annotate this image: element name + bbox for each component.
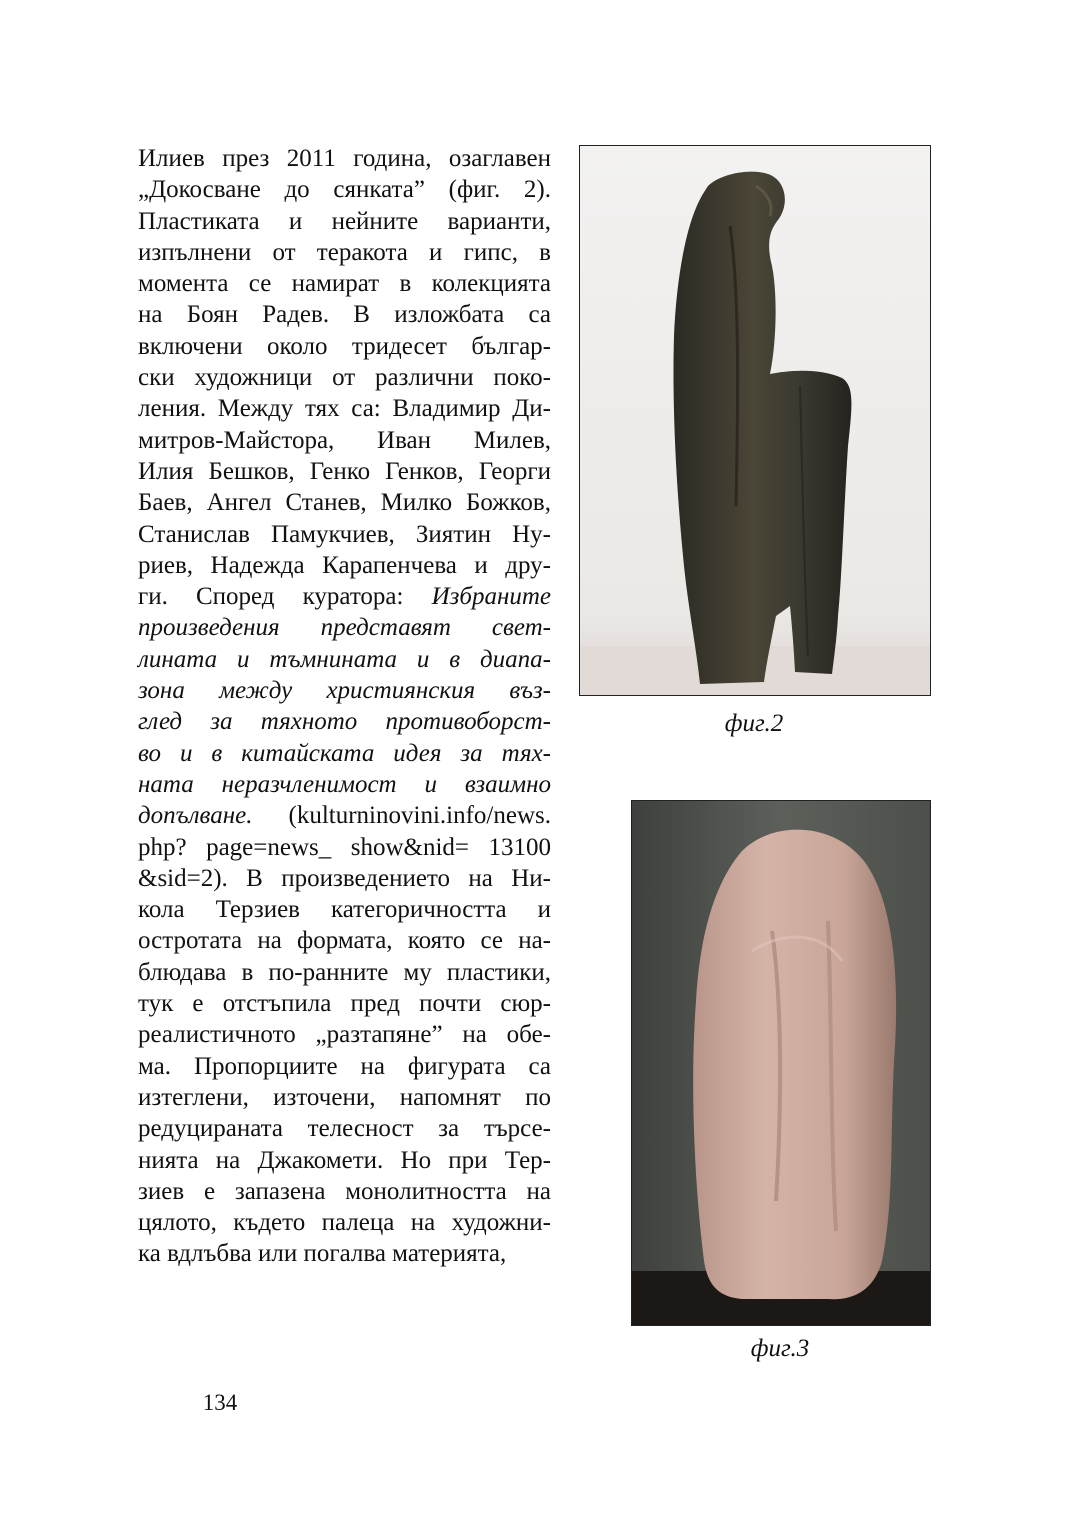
text-line (138, 268, 551, 299)
quote-text-segment: лината и тъмнината и в диапа- (138, 645, 551, 673)
text-line (138, 800, 551, 831)
text-line (138, 644, 551, 675)
text-line (138, 612, 551, 643)
text-segment: php? page=news_ show&nid= 13100 (138, 833, 551, 861)
text-line (138, 957, 551, 988)
text-segment: зиев е запазена монолитността на (138, 1177, 551, 1205)
text-line (138, 1238, 551, 1269)
quote-text-segment: Избраните (431, 583, 551, 611)
text-segment: Баев, Ангел Станев, Милко Божков, (138, 489, 551, 517)
text-line (138, 1019, 551, 1050)
text-line (138, 675, 551, 706)
text-line (138, 706, 551, 737)
text-segment: &sid=2). В произведението на Ни- (138, 864, 551, 892)
text-segment: нията на Джакомети. Но при Тер- (138, 1146, 551, 1174)
figure-2-sculpture-photo (579, 145, 931, 696)
page-number: 134 (202, 1390, 238, 1415)
text-line (138, 988, 551, 1019)
text-line (138, 863, 551, 894)
text-segment: Илиев през 2011 година, озаглавен (138, 145, 551, 172)
text-line (138, 1051, 551, 1082)
quote-text-segment: допълване. (138, 802, 253, 830)
text-line (138, 1145, 551, 1176)
text-segment: ления. Между тях са: Владимир Ди- (138, 395, 551, 423)
text-segment: риев, Надежда Карапенчева и дру- (138, 551, 551, 579)
text-line (138, 519, 551, 550)
quote-text-segment: зона между християнския въз- (138, 677, 551, 705)
text-line (138, 738, 551, 769)
text-line (138, 832, 551, 863)
text-segment: изпълнени от теракота и гипс, в (138, 238, 551, 266)
text-segment: Илия Бешков, Генко Генков, Георги (138, 457, 551, 485)
text-segment: на Боян Радев. В изложбата са (138, 301, 551, 329)
text-segment: митров-Майстора, Иван Милев, (138, 426, 551, 454)
quote-text-segment: ната неразчленимост и взаимно (138, 770, 551, 798)
dark-sculpture-image (580, 146, 930, 695)
text-line (138, 331, 551, 362)
text-segment: реалистичното „разтапяне” на обе- (138, 1021, 551, 1049)
figure-2-caption: фиг.2 (724, 710, 784, 737)
body-text (138, 143, 551, 1270)
figure-3-caption: фиг.3 (750, 1335, 810, 1362)
text-segment: тук е отстъпила пред почти сюр- (138, 990, 551, 1018)
text-line (138, 393, 551, 424)
text-segment: ски художници от различни поко- (138, 364, 551, 392)
text-line (138, 925, 551, 956)
figure-3-sculpture-photo (631, 800, 931, 1326)
quote-text-segment: глед за тяхното противоборст- (138, 708, 551, 736)
text-segment: блюдава в по-ранните му пластики, (138, 958, 551, 986)
text-line (138, 1113, 551, 1144)
text-line (138, 487, 551, 518)
text-segment: включени около тридесет българ- (138, 332, 551, 360)
text-segment: Станислав Памукчиев, Зиятин Ну- (138, 520, 551, 548)
text-line (138, 237, 551, 268)
text-segment: „Докосване до сянката” (фиг. 2). (138, 176, 551, 204)
text-line (138, 550, 551, 581)
text-line (138, 299, 551, 330)
text-segment: ка вдлъбва или погалва материята, (138, 1240, 507, 1268)
text-segment: ги. Според куратора: (138, 583, 432, 611)
text-line (138, 362, 551, 393)
quote-text-segment: произведения представят свет- (138, 614, 551, 642)
text-segment: изтеглени, източени, напомнят по (138, 1083, 551, 1111)
text-segment: кола Терзиев категоричността и (138, 896, 551, 924)
text-line (138, 456, 551, 487)
text-line (138, 1207, 551, 1238)
quote-text-segment: во и в китайската идея за тях- (138, 739, 551, 767)
text-line (138, 894, 551, 925)
text-line (138, 143, 551, 174)
text-segment: остротата на формата, която се на- (138, 927, 551, 955)
text-line (138, 1176, 551, 1207)
text-segment: момента се намират в колекцията (138, 270, 551, 298)
text-segment: Пластиката и нейните варианти, (138, 207, 551, 235)
text-line (138, 206, 551, 237)
text-segment: редуцираната телесност за търсе- (138, 1115, 551, 1143)
text-segment: ма. Пропорциите на фигурата са (138, 1052, 551, 1080)
text-line (138, 769, 551, 800)
text-segment: цялото, където палеца на художни- (138, 1209, 551, 1237)
text-line (138, 1082, 551, 1113)
text-line (138, 174, 551, 205)
text-segment: (kulturninovini.info/news. (252, 802, 551, 830)
text-line (138, 425, 551, 456)
terracotta-sculpture-image (632, 801, 930, 1325)
text-line (138, 581, 551, 612)
